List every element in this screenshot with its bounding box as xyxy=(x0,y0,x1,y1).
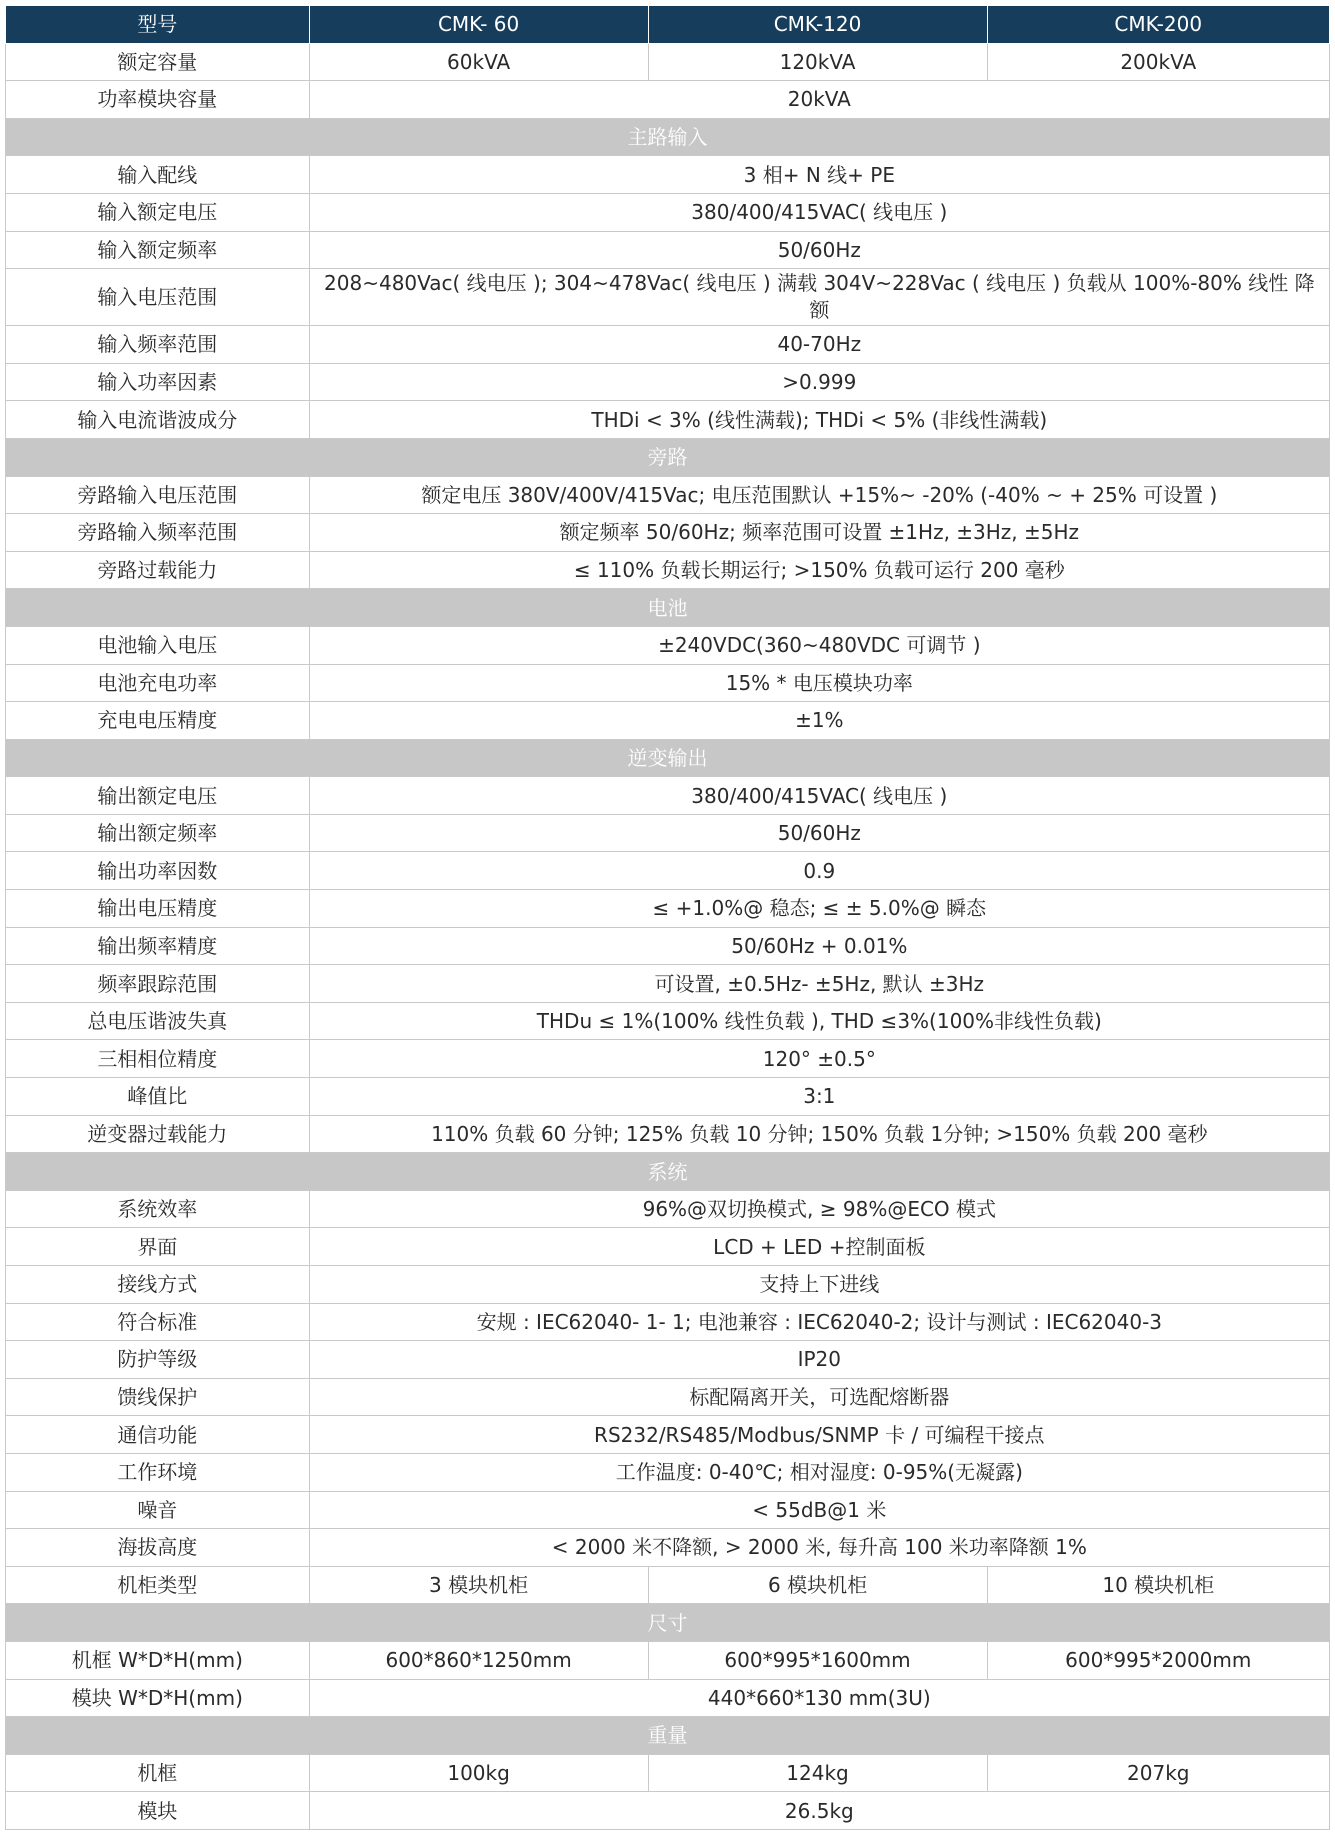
spec-value: 安规 : IEC62040- 1- 1; 电池兼容 : IEC62040-2; 设计与测试 : IEC62040-3 xyxy=(309,1303,1329,1341)
spec-row xyxy=(6,231,1330,269)
spec-row xyxy=(6,1378,1330,1416)
section-row xyxy=(6,1153,1330,1191)
spec-row xyxy=(6,363,1330,401)
spec-label: 接线方式 xyxy=(6,1266,310,1304)
spec-value-model-0: 3 模块机柜 xyxy=(309,1566,648,1604)
spec-row xyxy=(6,1529,1330,1567)
header-row xyxy=(6,6,1330,44)
spec-label: 噪音 xyxy=(6,1491,310,1529)
spec-row xyxy=(6,1641,1330,1679)
spec-value: RS232/RS485/Modbus/SNMP 卡 / 可编程干接点 xyxy=(309,1416,1329,1454)
spec-row xyxy=(6,852,1330,890)
spec-value: LCD + LED +控制面板 xyxy=(309,1228,1329,1266)
spec-label: 功率模块容量 xyxy=(6,81,310,119)
spec-label: 输出频率精度 xyxy=(6,927,310,965)
spec-value: ±1% xyxy=(309,702,1329,740)
spec-value-model-2: 10 模块机柜 xyxy=(987,1566,1330,1604)
spec-label: 输入额定电压 xyxy=(6,193,310,231)
spec-label: 海拔高度 xyxy=(6,1529,310,1567)
spec-row xyxy=(6,401,1330,439)
spec-value-model-1: 6 模块机柜 xyxy=(648,1566,987,1604)
spec-row xyxy=(6,814,1330,852)
spec-value: 50/60Hz xyxy=(309,814,1329,852)
header-model-cmk120: CMK-120 xyxy=(648,6,987,44)
spec-value: 120° ±0.5° xyxy=(309,1040,1329,1078)
spec-value: 26.5kg xyxy=(309,1792,1329,1830)
spec-label: 机框 W*D*H(mm) xyxy=(6,1641,310,1679)
section-title: 电池 xyxy=(6,589,1330,627)
spec-value: 15% * 电压模块功率 xyxy=(309,664,1329,702)
spec-row xyxy=(6,1040,1330,1078)
section-title: 系统 xyxy=(6,1153,1330,1191)
section-title: 尺寸 xyxy=(6,1604,1330,1642)
spec-row xyxy=(6,1491,1330,1529)
spec-label: 防护等级 xyxy=(6,1341,310,1379)
section-title: 逆变输出 xyxy=(6,739,1330,777)
spec-value: 40-70Hz xyxy=(309,326,1329,364)
spec-value: THDi < 3% (线性满载); THDi < 5% (非线性满载) xyxy=(309,401,1329,439)
spec-row xyxy=(6,551,1330,589)
spec-value-model-1: 120kVA xyxy=(648,43,987,81)
spec-row xyxy=(6,777,1330,815)
spec-row xyxy=(6,927,1330,965)
spec-label: 符合标准 xyxy=(6,1303,310,1341)
spec-value-model-2: 207kg xyxy=(987,1754,1330,1792)
spec-value: < 55dB@1 米 xyxy=(309,1491,1329,1529)
section-row xyxy=(6,118,1330,156)
spec-label: 模块 xyxy=(6,1792,310,1830)
spec-label: 旁路过载能力 xyxy=(6,551,310,589)
spec-label: 模块 W*D*H(mm) xyxy=(6,1679,310,1717)
spec-label: 机柜类型 xyxy=(6,1566,310,1604)
spec-row xyxy=(6,1566,1330,1604)
spec-row xyxy=(6,1002,1330,1040)
spec-label: 系统效率 xyxy=(6,1190,310,1228)
spec-value-model-1: 124kg xyxy=(648,1754,987,1792)
spec-value: 额定电压 380V/400V/415Vac; 电压范围默认 +15%~ -20% (-40% ~ + 25% 可设置 ) xyxy=(309,476,1329,514)
spec-row xyxy=(6,1115,1330,1153)
spec-label: 充电电压精度 xyxy=(6,702,310,740)
spec-value: 额定频率 50/60Hz; 频率范围可设置 ±1Hz, ±3Hz, ±5Hz xyxy=(309,514,1329,552)
spec-row xyxy=(6,514,1330,552)
spec-label: 频率跟踪范围 xyxy=(6,965,310,1003)
spec-label: 通信功能 xyxy=(6,1416,310,1454)
spec-label: 旁路输入频率范围 xyxy=(6,514,310,552)
spec-label: 输入配线 xyxy=(6,156,310,194)
spec-row xyxy=(6,1190,1330,1228)
spec-label: 总电压谐波失真 xyxy=(6,1002,310,1040)
spec-row xyxy=(6,890,1330,928)
header-model-cmk200: CMK-200 xyxy=(987,6,1330,44)
spec-label: 旁路输入电压范围 xyxy=(6,476,310,514)
spec-value: 96%@双切换模式, ≥ 98%@ECO 模式 xyxy=(309,1190,1329,1228)
spec-value-model-0: 600*860*1250mm xyxy=(309,1641,648,1679)
spec-row xyxy=(6,1266,1330,1304)
spec-value: 可设置, ±0.5Hz- ±5Hz, 默认 ±3Hz xyxy=(309,965,1329,1003)
spec-row xyxy=(6,156,1330,194)
spec-value-model-0: 100kg xyxy=(309,1754,648,1792)
spec-label: 馈线保护 xyxy=(6,1378,310,1416)
spec-value: 支持上下进线 xyxy=(309,1266,1329,1304)
header-model-cmk60: CMK- 60 xyxy=(309,6,648,44)
spec-row xyxy=(6,1078,1330,1116)
spec-row xyxy=(6,1303,1330,1341)
spec-label: 输入电流谐波成分 xyxy=(6,401,310,439)
spec-value-model-2: 200kVA xyxy=(987,43,1330,81)
spec-value: 20kVA xyxy=(309,81,1329,119)
header-model-label: 型号 xyxy=(6,6,310,44)
spec-row xyxy=(6,702,1330,740)
section-title: 重量 xyxy=(6,1717,1330,1755)
spec-value: IP20 xyxy=(309,1341,1329,1379)
spec-label: 输入电压范围 xyxy=(6,269,310,326)
section-row xyxy=(6,1604,1330,1642)
spec-value: 380/400/415VAC( 线电压 ) xyxy=(309,193,1329,231)
spec-value: ±240VDC(360~480VDC 可调节 ) xyxy=(309,626,1329,664)
spec-value: 3:1 xyxy=(309,1078,1329,1116)
spec-label: 逆变器过载能力 xyxy=(6,1115,310,1153)
spec-row xyxy=(6,43,1330,81)
section-title: 旁路 xyxy=(6,438,1330,476)
spec-table xyxy=(5,5,1330,1830)
spec-value: 0.9 xyxy=(309,852,1329,890)
spec-label: 输入额定频率 xyxy=(6,231,310,269)
spec-value: < 2000 米不降额, > 2000 米, 每升高 100 米功率降额 1% xyxy=(309,1529,1329,1567)
spec-value: THDu ≤ 1%(100% 线性负载 ), THD ≤3%(100%非线性负载) xyxy=(309,1002,1329,1040)
spec-label: 工作环境 xyxy=(6,1453,310,1491)
spec-label: 输入功率因素 xyxy=(6,363,310,401)
spec-row xyxy=(6,193,1330,231)
spec-value: 50/60Hz + 0.01% xyxy=(309,927,1329,965)
spec-label: 输入频率范围 xyxy=(6,326,310,364)
spec-row xyxy=(6,269,1330,326)
spec-value-model-0: 60kVA xyxy=(309,43,648,81)
spec-row xyxy=(6,476,1330,514)
spec-row xyxy=(6,1792,1330,1830)
section-row xyxy=(6,589,1330,627)
spec-row xyxy=(6,1341,1330,1379)
spec-row xyxy=(6,326,1330,364)
spec-row xyxy=(6,1679,1330,1717)
spec-value-model-2: 600*995*2000mm xyxy=(987,1641,1330,1679)
spec-row xyxy=(6,1228,1330,1266)
section-row xyxy=(6,739,1330,777)
spec-label: 输出电压精度 xyxy=(6,890,310,928)
spec-row xyxy=(6,965,1330,1003)
spec-label: 峰值比 xyxy=(6,1078,310,1116)
spec-label: 输出额定电压 xyxy=(6,777,310,815)
spec-label: 电池充电功率 xyxy=(6,664,310,702)
spec-value-model-1: 600*995*1600mm xyxy=(648,1641,987,1679)
spec-label: 输出功率因数 xyxy=(6,852,310,890)
section-row xyxy=(6,438,1330,476)
spec-label: 机框 xyxy=(6,1754,310,1792)
spec-value: ≤ +1.0%@ 稳态; ≤ ± 5.0%@ 瞬态 xyxy=(309,890,1329,928)
spec-value: 440*660*130 mm(3U) xyxy=(309,1679,1329,1717)
spec-value: 110% 负载 60 分钟; 125% 负载 10 分钟; 150% 负载 1分钟; >150% 负载 200 毫秒 xyxy=(309,1115,1329,1153)
spec-label: 三相相位精度 xyxy=(6,1040,310,1078)
spec-value: 工作温度: 0-40℃; 相对湿度: 0-95%(无凝露) xyxy=(309,1453,1329,1491)
spec-row xyxy=(6,1416,1330,1454)
spec-value: 3 相+ N 线+ PE xyxy=(309,156,1329,194)
spec-label: 界面 xyxy=(6,1228,310,1266)
spec-value: 208~480Vac( 线电压 ); 304~478Vac( 线电压 ) 满载 304V~228Vac ( 线电压 ) 负载从 100%-80% 线性 降额 xyxy=(309,269,1329,326)
spec-label: 额定容量 xyxy=(6,43,310,81)
spec-value: >0.999 xyxy=(309,363,1329,401)
spec-row xyxy=(6,664,1330,702)
spec-row xyxy=(6,81,1330,119)
section-title: 主路输入 xyxy=(6,118,1330,156)
spec-label: 输出额定频率 xyxy=(6,814,310,852)
spec-value: 50/60Hz xyxy=(309,231,1329,269)
spec-row xyxy=(6,1453,1330,1491)
section-row xyxy=(6,1717,1330,1755)
spec-row xyxy=(6,626,1330,664)
spec-row xyxy=(6,1754,1330,1792)
spec-label: 电池输入电压 xyxy=(6,626,310,664)
spec-value: ≤ 110% 负载长期运行; >150% 负载可运行 200 毫秒 xyxy=(309,551,1329,589)
spec-value: 380/400/415VAC( 线电压 ) xyxy=(309,777,1329,815)
spec-table-body xyxy=(6,6,1330,1830)
spec-value: 标配隔离开关，可选配熔断器 xyxy=(309,1378,1329,1416)
